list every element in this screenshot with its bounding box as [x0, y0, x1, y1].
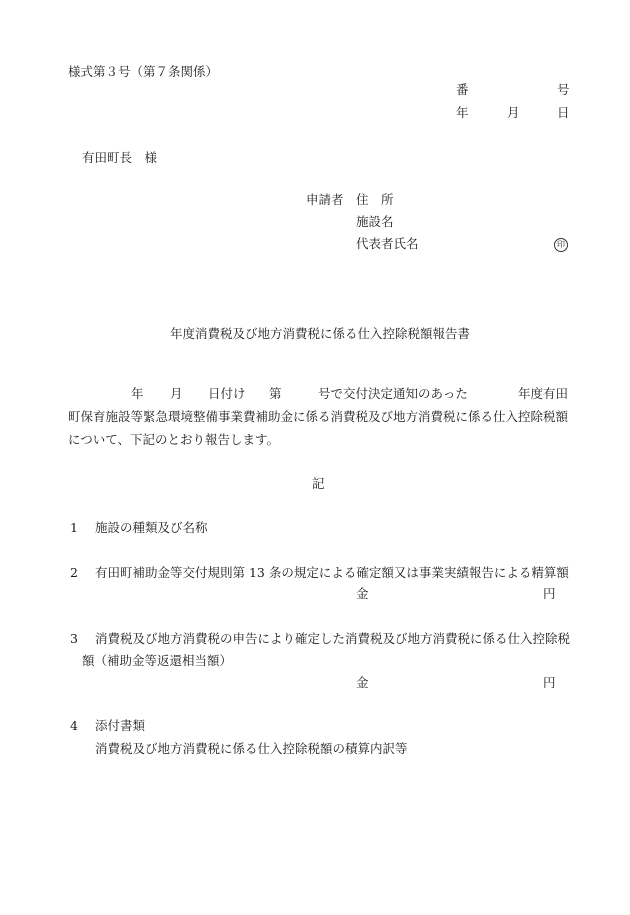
item-1-text: 施設の種類及び名称	[95, 520, 208, 535]
item-4-text-2: 消費税及び地方消費税に係る仕入控除税額の積算内訳等	[95, 741, 408, 756]
item-4-num: 4	[70, 718, 78, 733]
item-2-yen: 円	[543, 586, 556, 601]
body-notice: 号で交付決定通知のあった	[318, 386, 468, 401]
item-1-num: 1	[70, 520, 78, 535]
applicant-role: 申請者	[306, 192, 344, 207]
item-4-text: 添付書類	[95, 718, 146, 733]
body-dai: 第	[269, 386, 282, 401]
report-title: 年度消費税及び地方消費税に係る仕入控除税額報告書	[170, 326, 471, 341]
body-line-2: 町保育施設等緊急環境整備事業費補助金に係る消費税及び地方消費税に係る仕入控除税額	[68, 409, 569, 424]
seal-mark: 印	[554, 238, 568, 252]
date-month: 月	[507, 105, 520, 120]
item-3-text-2: 額（補助金等返還相当額）	[82, 653, 233, 668]
body-year: 年	[131, 386, 144, 401]
body-dated: 日付け	[208, 386, 246, 401]
item-2-text: 有田町補助金等交付規則第 13 条の規定による確定額又は事業実績報告による精算額	[95, 565, 569, 580]
addressee: 有田町長 様	[82, 150, 158, 165]
applicant-rep-label: 代表者氏名	[356, 236, 419, 251]
date-day: 日	[557, 105, 570, 120]
body-tail: 年度有田	[518, 386, 569, 401]
body-month: 月	[170, 386, 183, 401]
form-label: 様式第３号（第７条関係）	[68, 64, 219, 79]
item-3-kin: 金	[356, 675, 369, 690]
applicant-address-label: 住 所	[356, 192, 394, 207]
applicant-facility-label: 施設名	[356, 214, 394, 229]
item-3-yen: 円	[543, 675, 556, 690]
doc-number-ban: 番	[456, 82, 469, 97]
date-year: 年	[456, 105, 469, 120]
doc-number-go: 号	[557, 82, 570, 97]
item-3-num: 3	[70, 631, 78, 646]
item-2-num: 2	[70, 565, 78, 580]
item-3-text: 消費税及び地方消費税の申告により確定した消費税及び地方消費税に係る仕入控除税	[95, 631, 571, 646]
body-line-3: について、下記のとおり報告します。	[68, 432, 280, 447]
ki-heading: 記	[312, 476, 325, 491]
item-2-kin: 金	[356, 586, 369, 601]
